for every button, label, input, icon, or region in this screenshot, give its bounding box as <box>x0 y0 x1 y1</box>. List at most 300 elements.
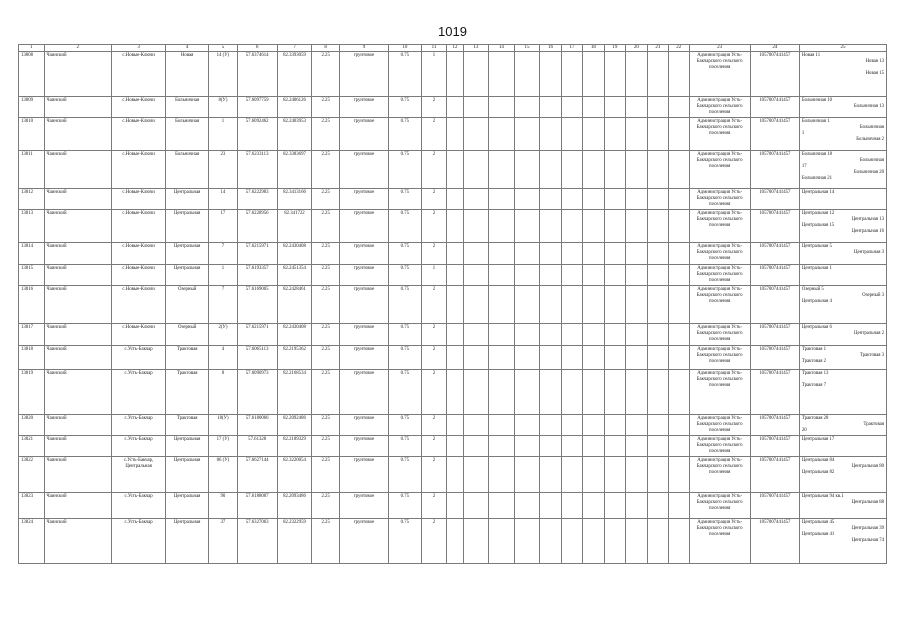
column-number: 20 <box>626 45 647 52</box>
cell-id: 13817 <box>19 324 45 346</box>
column-number: 1 <box>19 45 45 52</box>
table-row <box>19 346 887 370</box>
cell-volume: 0.75 <box>389 436 422 457</box>
cell-district: Чаинский <box>44 415 111 436</box>
cell-area: 2.25 <box>312 519 340 564</box>
cell-addresses <box>799 52 886 97</box>
cell-empty <box>583 189 604 210</box>
cell-district: Чаинский <box>44 493 111 519</box>
cell-empty <box>583 97 604 118</box>
cell-volume: 0.75 <box>389 370 422 415</box>
cell-count: 2 <box>421 519 447 564</box>
cell-village: с.Новые-Ключи <box>112 324 166 346</box>
cell-empty <box>669 415 689 436</box>
cell-count: 2 <box>421 415 447 436</box>
column-number: 5 <box>209 45 238 52</box>
table-row <box>19 189 887 210</box>
cell-empty <box>514 97 540 118</box>
cell-addresses <box>799 346 886 370</box>
cell-area: 2.25 <box>312 243 340 265</box>
address-line: Больничная 10 <box>801 98 833 104</box>
cell-street: Трактовая <box>166 415 209 436</box>
cell-empty <box>447 265 463 286</box>
cell-id: 13809 <box>19 97 45 118</box>
cell-count: 2 <box>421 151 447 189</box>
column-number: 25 <box>799 45 886 52</box>
cell-count: 2 <box>421 436 447 457</box>
cell-empty <box>647 324 668 346</box>
cell-empty <box>647 210 668 243</box>
cell-empty <box>514 151 540 189</box>
cell-empty <box>561 97 582 118</box>
cell-empty <box>463 97 489 118</box>
cell-village: с.Новые-Ключи <box>112 265 166 286</box>
cell-empty <box>626 346 647 370</box>
address-line: Центральная 15 <box>801 223 835 229</box>
cell-lat: 57.6097759 <box>237 97 277 118</box>
address-line: Центральная 45 <box>801 520 835 526</box>
cell-addresses <box>799 97 886 118</box>
cell-street: Новая <box>166 52 209 97</box>
column-number: 16 <box>540 45 561 52</box>
cell-empty <box>669 243 689 265</box>
cell-surface: грунтовое <box>339 97 388 118</box>
column-number: 2 <box>44 45 111 52</box>
cell-lat: 57.6180066 <box>237 415 277 436</box>
cell-district: Чаинский <box>44 210 111 243</box>
column-number: 13 <box>463 45 489 52</box>
cell-village: с.Усть-Бакчар <box>112 493 166 519</box>
cell-lon: 82.2168534 <box>277 370 312 415</box>
cell-area: 2.25 <box>312 210 340 243</box>
cell-empty <box>626 52 647 97</box>
cell-addresses <box>799 265 886 286</box>
address-line: Центральная 80 <box>851 464 884 470</box>
cell-district: Чаинский <box>44 286 111 324</box>
cell-ogrn: 1057007441457 <box>750 519 799 564</box>
cell-lat: 57.61328 <box>237 436 277 457</box>
cell-empty <box>489 457 515 493</box>
column-number: 24 <box>750 45 799 52</box>
cell-empty <box>463 324 489 346</box>
cell-count: 2 <box>421 457 447 493</box>
cell-empty <box>447 436 463 457</box>
cell-district: Чаинский <box>44 324 111 346</box>
cell-empty <box>583 118 604 151</box>
address-line: Больничная 21 <box>801 176 833 182</box>
cell-empty <box>489 493 515 519</box>
address-line: Трактовая 1 <box>801 347 826 353</box>
cell-empty <box>583 286 604 324</box>
cell-empty <box>647 151 668 189</box>
address-line: Трактовая 3 <box>859 353 884 359</box>
cell-empty <box>561 286 582 324</box>
cell-area: 2.25 <box>312 118 340 151</box>
cell-surface: грунтовое <box>339 118 388 151</box>
column-number: 18 <box>583 45 604 52</box>
cell-ogrn: 1057007441457 <box>750 243 799 265</box>
table-row <box>19 52 887 97</box>
cell-house: 23 <box>209 151 238 189</box>
address-line: Центральная 16 <box>851 229 884 235</box>
column-number: 3 <box>112 45 166 52</box>
cell-empty <box>604 189 625 210</box>
table-row <box>19 324 887 346</box>
cell-house: 7 <box>209 243 238 265</box>
cell-empty <box>583 346 604 370</box>
address-line: Трактовая 2 <box>801 359 826 365</box>
cell-empty <box>447 189 463 210</box>
cell-id: 13824 <box>19 519 45 564</box>
cell-ogrn: 1057007441457 <box>750 189 799 210</box>
cell-empty <box>583 415 604 436</box>
cell-village: с.Новые-Ключи <box>112 118 166 151</box>
cell-lon: 82.2092486 <box>277 415 312 436</box>
cell-empty <box>561 415 582 436</box>
address-line: Центральная 82 <box>801 470 835 476</box>
column-number: 6 <box>237 45 277 52</box>
cell-lon: 82.2093486 <box>277 493 312 519</box>
cell-surface: грунтовое <box>339 324 388 346</box>
cell-empty <box>626 286 647 324</box>
cell-empty <box>604 243 625 265</box>
cell-ogrn: 1057007441457 <box>750 346 799 370</box>
table-row <box>19 370 887 415</box>
cell-empty <box>583 265 604 286</box>
cell-surface: грунтовое <box>339 210 388 243</box>
cell-surface: грунтовое <box>339 519 388 564</box>
cell-empty <box>604 519 625 564</box>
cell-volume: 0.75 <box>389 52 422 97</box>
cell-empty <box>604 118 625 151</box>
cell-ogrn: 1057007441457 <box>750 210 799 243</box>
cell-surface: грунтовое <box>339 457 388 493</box>
cell-empty <box>540 118 561 151</box>
cell-lat: 57.6169005 <box>237 286 277 324</box>
cell-district: Чаинский <box>44 118 111 151</box>
cell-village: с.Усть-Бакчар <box>112 519 166 564</box>
address-line: Больничная 13 <box>853 104 884 110</box>
column-number: 10 <box>389 45 422 52</box>
cell-empty <box>647 415 668 436</box>
cell-addresses <box>799 189 886 210</box>
cell-empty <box>540 436 561 457</box>
cell-empty <box>447 519 463 564</box>
cell-empty <box>540 457 561 493</box>
cell-empty <box>514 436 540 457</box>
cell-empty <box>669 286 689 324</box>
address-line: Центральная 4 <box>801 299 832 305</box>
cell-organization: Администрация Усть-Бакчарского сельского поселения <box>689 210 750 243</box>
cell-id: 13820 <box>19 415 45 436</box>
cell-organization: Администрация Усть-Бакчарского сельского поселения <box>689 415 750 436</box>
cell-empty <box>626 370 647 415</box>
cell-empty <box>583 151 604 189</box>
cell-volume: 0.75 <box>389 243 422 265</box>
address-line: Центральная 88 <box>851 500 884 506</box>
cell-addresses <box>799 519 886 564</box>
cell-empty <box>463 436 489 457</box>
cell-lon: 82.3413166 <box>277 189 312 210</box>
cell-empty <box>561 52 582 97</box>
cell-street: Больничная <box>166 118 209 151</box>
cell-empty <box>604 346 625 370</box>
cell-empty <box>447 493 463 519</box>
cell-district: Чаинский <box>44 457 111 493</box>
cell-empty <box>561 457 582 493</box>
cell-addresses <box>799 436 886 457</box>
address-line: Трактовая 28 <box>801 416 829 422</box>
cell-empty <box>647 52 668 97</box>
cell-empty <box>647 265 668 286</box>
cell-village: с.Усть-Бакчар, Центральная <box>112 457 166 493</box>
cell-empty <box>463 243 489 265</box>
page-number: 1019 <box>438 24 467 39</box>
cell-lat: 57.6222983 <box>237 189 277 210</box>
cell-empty <box>669 118 689 151</box>
cell-empty <box>626 189 647 210</box>
cell-count: 2 <box>421 189 447 210</box>
cell-empty <box>626 457 647 493</box>
cell-ogrn: 1057007441457 <box>750 415 799 436</box>
cell-empty <box>669 97 689 118</box>
cell-count: 2 <box>421 243 447 265</box>
cell-empty <box>463 118 489 151</box>
cell-empty <box>647 493 668 519</box>
cell-empty <box>626 97 647 118</box>
cell-empty <box>561 370 582 415</box>
cell-lat: 57.6374614 <box>237 52 277 97</box>
cell-district: Чаинский <box>44 370 111 415</box>
cell-organization: Администрация Усть-Бакчарского сельского поселения <box>689 151 750 189</box>
cell-house: 37 <box>209 519 238 564</box>
cell-house: 17 <box>209 210 238 243</box>
cell-count: 2 <box>421 210 447 243</box>
cell-street: Центральная <box>166 457 209 493</box>
cell-empty <box>463 457 489 493</box>
cell-empty <box>561 436 582 457</box>
cell-empty <box>540 286 561 324</box>
cell-empty <box>561 210 582 243</box>
cell-volume: 0.75 <box>389 97 422 118</box>
cell-street: Трактовая <box>166 370 209 415</box>
cell-empty <box>514 519 540 564</box>
cell-house: 90 <box>209 493 238 519</box>
cell-empty <box>561 346 582 370</box>
cell-area: 2.25 <box>312 493 340 519</box>
cell-empty <box>514 370 540 415</box>
cell-empty <box>561 265 582 286</box>
cell-lon: 82.3220054 <box>277 457 312 493</box>
registry-table <box>18 44 887 564</box>
cell-area: 2.25 <box>312 324 340 346</box>
column-number: 12 <box>447 45 463 52</box>
cell-village: с.Новые-Ключи <box>112 243 166 265</box>
cell-ogrn: 1057007441457 <box>750 436 799 457</box>
cell-volume: 0.75 <box>389 519 422 564</box>
cell-village: с.Новые-Ключи <box>112 210 166 243</box>
cell-empty <box>669 210 689 243</box>
table-row <box>19 97 887 118</box>
cell-empty <box>447 97 463 118</box>
cell-empty <box>540 265 561 286</box>
cell-empty <box>489 286 515 324</box>
column-number: 11 <box>421 45 447 52</box>
cell-empty <box>669 52 689 97</box>
cell-district: Чаинский <box>44 346 111 370</box>
cell-empty <box>561 519 582 564</box>
cell-empty <box>489 210 515 243</box>
cell-addresses <box>799 370 886 415</box>
address-line: Центральная 3 <box>854 250 884 256</box>
address-line: Центральная 41 <box>801 532 835 538</box>
cell-lon: 82.2430408 <box>277 324 312 346</box>
cell-empty <box>647 370 668 415</box>
cell-id: 13822 <box>19 457 45 493</box>
cell-village: с.Новые-Ключи <box>112 286 166 324</box>
cell-house: 8 <box>209 370 238 415</box>
cell-lat: 57.6193357 <box>237 265 277 286</box>
cell-empty <box>583 436 604 457</box>
cell-village: с.Новые-Ключи <box>112 151 166 189</box>
cell-empty <box>489 415 515 436</box>
cell-empty <box>669 457 689 493</box>
cell-ogrn: 1057007441457 <box>750 493 799 519</box>
cell-house: 4 <box>209 346 238 370</box>
cell-organization: Администрация Усть-Бакчарского сельского поселения <box>689 370 750 415</box>
cell-empty <box>489 436 515 457</box>
cell-count: 2 <box>421 286 447 324</box>
cell-empty <box>463 346 489 370</box>
cell-lat: 57.6228956 <box>237 210 277 243</box>
cell-street: Центральная <box>166 519 209 564</box>
cell-village: с.Усть-Бакчар <box>112 436 166 457</box>
cell-id: 13823 <box>19 493 45 519</box>
cell-empty <box>669 189 689 210</box>
cell-addresses <box>799 324 886 346</box>
cell-volume: 0.75 <box>389 457 422 493</box>
cell-volume: 0.75 <box>389 493 422 519</box>
table-row <box>19 436 887 457</box>
column-number: 23 <box>689 45 750 52</box>
cell-area: 2.25 <box>312 457 340 493</box>
cell-surface: грунтовое <box>339 243 388 265</box>
cell-ogrn: 1057007441457 <box>750 118 799 151</box>
cell-volume: 0.75 <box>389 324 422 346</box>
cell-addresses <box>799 118 886 151</box>
cell-surface: грунтовое <box>339 415 388 436</box>
cell-street: Больничная <box>166 151 209 189</box>
cell-addresses <box>799 493 886 519</box>
cell-village: с.Усть-Бакчар <box>112 370 166 415</box>
cell-house: 7 <box>209 286 238 324</box>
cell-organization: Администрация Усть-Бакчарского сельского поселения <box>689 457 750 493</box>
cell-empty <box>447 346 463 370</box>
address-line: 20 <box>801 428 807 434</box>
address-line: Центральная 13 <box>851 217 884 223</box>
cell-house: 14 (У) <box>209 52 238 97</box>
cell-empty <box>583 210 604 243</box>
cell-empty <box>540 189 561 210</box>
cell-empty <box>583 493 604 519</box>
address-line: 17 <box>801 164 807 170</box>
cell-empty <box>561 118 582 151</box>
cell-district: Чаинский <box>44 189 111 210</box>
cell-empty <box>489 346 515 370</box>
cell-empty <box>540 493 561 519</box>
cell-addresses <box>799 286 886 324</box>
table-row <box>19 415 887 436</box>
cell-empty <box>583 243 604 265</box>
cell-empty <box>604 457 625 493</box>
cell-surface: грунтовое <box>339 52 388 97</box>
cell-lon: 82.2428461 <box>277 286 312 324</box>
cell-empty <box>514 118 540 151</box>
cell-empty <box>647 346 668 370</box>
cell-district: Чаинский <box>44 265 111 286</box>
cell-empty <box>647 519 668 564</box>
column-number: 17 <box>561 45 582 52</box>
cell-house: 1 <box>209 265 238 286</box>
cell-empty <box>669 265 689 286</box>
cell-volume: 0.75 <box>389 346 422 370</box>
cell-lon: 82.2189329 <box>277 436 312 457</box>
cell-empty <box>447 286 463 324</box>
cell-empty <box>540 370 561 415</box>
cell-empty <box>447 324 463 346</box>
address-line: Центральная 17 <box>801 437 835 443</box>
address-line: Больничная 1 <box>801 119 830 125</box>
address-line: Новая 13 <box>865 59 884 65</box>
cell-surface: грунтовое <box>339 436 388 457</box>
column-number: 15 <box>514 45 540 52</box>
cell-count: 2 <box>421 493 447 519</box>
cell-empty <box>583 52 604 97</box>
cell-empty <box>463 370 489 415</box>
cell-ogrn: 1057007441457 <box>750 265 799 286</box>
cell-house: 14 <box>209 189 238 210</box>
cell-empty <box>626 493 647 519</box>
cell-id: 13808 <box>19 52 45 97</box>
address-line: Трактовая 13 <box>801 371 829 377</box>
cell-empty <box>514 286 540 324</box>
cell-area: 2.25 <box>312 151 340 189</box>
cell-empty <box>447 370 463 415</box>
cell-organization: Администрация Усть-Бакчарского сельского поселения <box>689 324 750 346</box>
cell-street: Больничная <box>166 97 209 118</box>
address-line: Центральная 12 <box>801 211 835 217</box>
cell-empty <box>647 243 668 265</box>
cell-empty <box>514 243 540 265</box>
cell-addresses <box>799 151 886 189</box>
cell-empty <box>489 370 515 415</box>
cell-empty <box>626 118 647 151</box>
cell-addresses <box>799 457 886 493</box>
cell-empty <box>514 189 540 210</box>
cell-organization: Администрация Усть-Бакчарского сельского поселения <box>689 189 750 210</box>
cell-empty <box>463 151 489 189</box>
cell-empty <box>583 324 604 346</box>
column-number: 19 <box>604 45 625 52</box>
cell-surface: грунтовое <box>339 493 388 519</box>
cell-village: с.Усть-Бакчар <box>112 415 166 436</box>
cell-empty <box>626 436 647 457</box>
cell-empty <box>604 52 625 97</box>
cell-street: Центральная <box>166 265 209 286</box>
cell-volume: 0.75 <box>389 118 422 151</box>
cell-organization: Администрация Усть-Бакчарского сельского поселения <box>689 97 750 118</box>
cell-empty <box>514 346 540 370</box>
